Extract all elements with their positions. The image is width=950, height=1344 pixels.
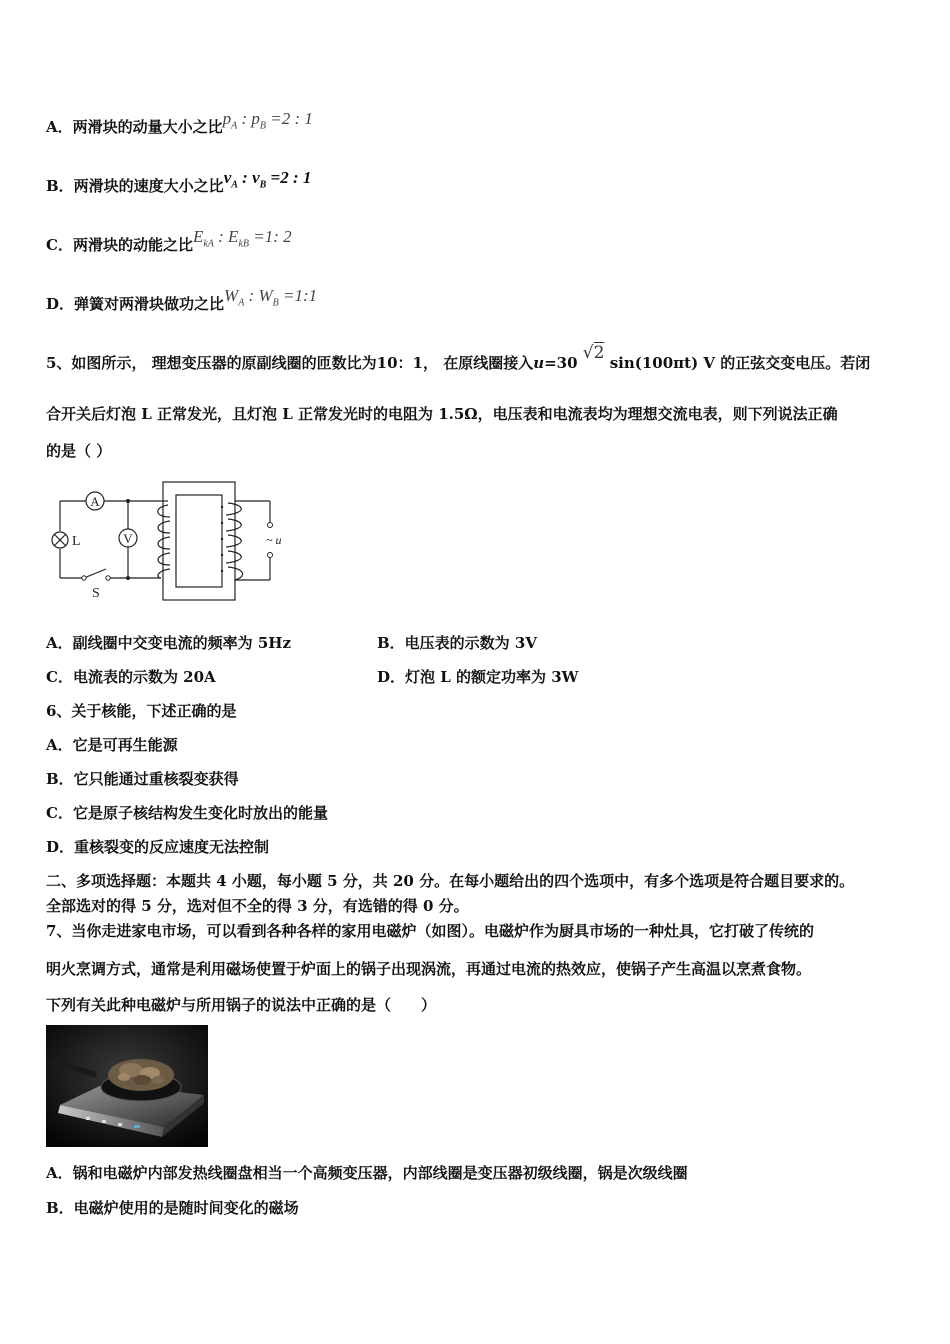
ammeter-label: A [90, 494, 100, 509]
q4-option-a-text: A．两滑块的动量大小之比 [46, 118, 223, 136]
q4-option-d [46, 286, 318, 316]
q7-stem-line2: 明火烹调方式，通常是利用磁场使置于炉面上的锅子出现涡流，再通过电流的热效应，使锅子产生高温以烹煮食物。 [46, 960, 812, 978]
q5-sqrt-value: 2 [593, 343, 605, 363]
lamp-label: L [72, 534, 81, 549]
ammeter-icon [86, 492, 104, 510]
q5-eq: =30 [544, 354, 578, 372]
q4-option-a-formula: $p_A$ : $p_B =2$ : 1 [222, 109, 313, 132]
q6-option-b: B．它只能通过重核裂变获得 [46, 770, 239, 788]
q4-option-c [46, 227, 292, 257]
voltmeter-icon [119, 529, 137, 547]
q6-stem: 6、关于核能，下述正确的是 [46, 702, 237, 720]
q4-option-b [46, 168, 312, 198]
q4-option-d-text: D．弹簧对两滑块做功之比 [46, 295, 225, 313]
section2-instructions-line1: 二、多项选择题：本题共 4 小题，每小题 5 分，共 20 分。在每小题给出的四个选项中，有多个选项是符合题目要求的。 [46, 872, 855, 890]
q5-stem-line3: 的是（ ） [46, 442, 112, 460]
q5-option-b: B．电压表的示数为 3V [377, 634, 537, 652]
q5-stem-part1: 5、如图所示， 理想变压器的原副线圈的匝数比为10：1， 在原线圈接入 [46, 354, 534, 372]
q7-option-a: A．锅和电磁炉内部发热线圈盘相当一个高频变压器，内部线圈是变压器初级线圈，锅是次级线圈 [46, 1164, 688, 1182]
q5-option-c: C．电流表的示数为 20A [46, 668, 216, 686]
q6-option-a: A．它是可再生能源 [46, 736, 178, 754]
section2-instructions-line2: 全部选对的得 5 分，选对但不全的得 3 分，有选错的得 0 分。 [46, 897, 469, 915]
q6-option-c: C．它是原子核结构发生变化时放出的能量 [46, 804, 328, 822]
q5-option-d: D．灯泡 L 的额定功率为 3W [377, 668, 579, 686]
q5-sqrt: √2 [582, 343, 605, 363]
q4-option-c-text: C．两滑块的动能之比 [46, 236, 193, 254]
voltmeter-label: V [123, 531, 133, 546]
q5-stem-line2: 合开关后灯泡 L 正常发光，且灯泡 L 正常发光时的电阻为 1.5Ω，电压表和电流表均为理想交流电表，则下列说法正确 [46, 405, 838, 423]
q5-stem-part2: sin(100πt) V 的正弦交变电压。若闭 [609, 354, 871, 372]
source-label: ~ u [266, 533, 282, 547]
transformer-circuit-diagram [46, 477, 296, 602]
q4-option-b-formula: $v_A$ : $v_B =2$ : 1 [223, 168, 312, 191]
primary-coil-icon [226, 503, 243, 580]
q6-option-d: D．重核裂变的反应速度无法控制 [46, 838, 270, 856]
q7-stem-line3: 下列有关此种电磁炉与所用锅子的说法中正确的是（ ） [46, 996, 437, 1014]
q7-option-b: B．电磁炉使用的是随时间变化的磁场 [46, 1199, 299, 1217]
induction-cooker-photo [46, 1025, 208, 1147]
lamp-icon [52, 532, 68, 548]
q7-stem-line1: 7、当你走进家电市场，可以看到各种各样的家用电磁炉（如图）。电磁炉作为厨具市场的一种灶具，它打破了传统的 [46, 922, 814, 940]
q4-option-d-formula: $W_A$ : $W_B$ =1:1 [224, 286, 318, 309]
q5-option-a: A．副线圈中交变电流的频率为 5Hz [46, 634, 291, 652]
q4-option-a [46, 109, 313, 139]
q4-option-b-text: B．两滑块的速度大小之比 [46, 177, 224, 195]
q5-stem-line1 [46, 343, 871, 373]
q4-option-c-formula: $E_{kA}$ : $E_{kB} =1$: 2 [192, 227, 292, 250]
q5-u-symbol: u [533, 354, 545, 372]
switch-label: S [92, 586, 100, 601]
secondary-coil-icon [158, 501, 170, 578]
